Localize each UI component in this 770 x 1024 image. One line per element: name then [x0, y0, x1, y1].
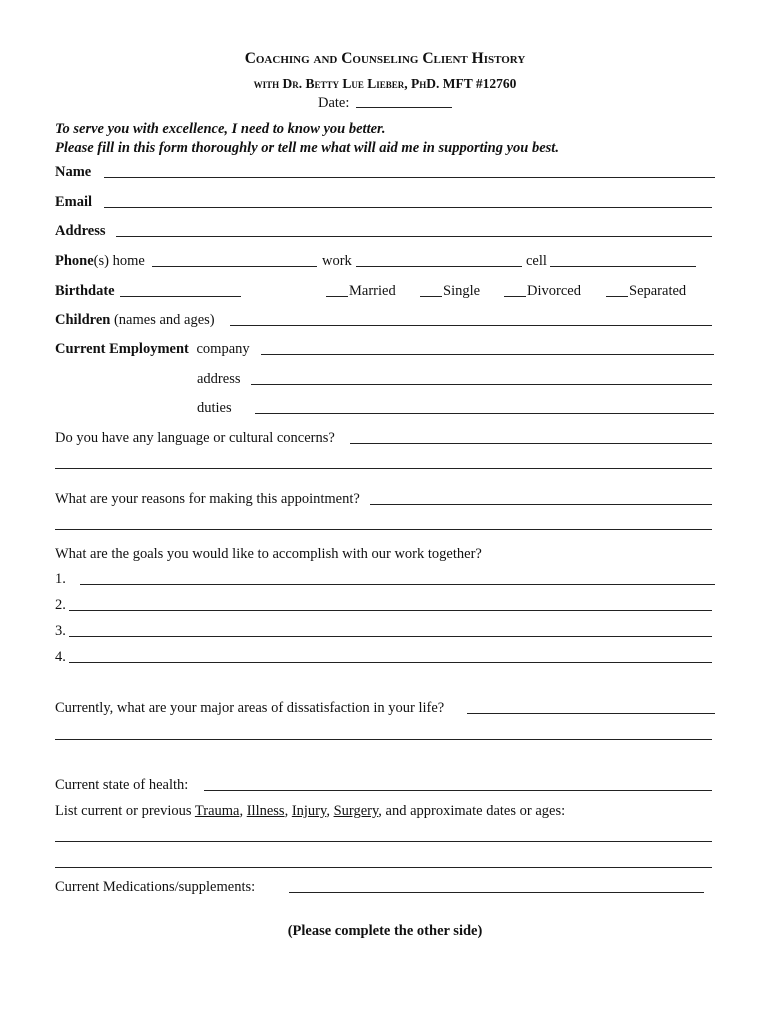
intro-line-1: To serve you with excellence, I need to know you better.	[55, 121, 386, 137]
employment-label-bold: Current Employment	[55, 341, 189, 357]
medications-label: Current Medications/supplements:	[55, 879, 256, 895]
illness-word: Illness	[246, 803, 285, 819]
address-label: Address	[55, 223, 106, 239]
children-label-hint: (names and ages)	[113, 312, 215, 328]
form-title: Coaching and Counseling Client History	[244, 50, 526, 67]
dissatisfaction-field-1[interactable]	[467, 713, 715, 714]
employment-company-field[interactable]	[261, 354, 714, 355]
trauma-suffix: , and approximate dates or ages:	[378, 803, 566, 819]
employment-label	[55, 340, 250, 358]
children-field[interactable]	[230, 325, 712, 326]
health-label: Current state of health:	[55, 777, 189, 793]
phone-work-label: work	[322, 253, 352, 269]
employment-address-label: address	[197, 371, 241, 387]
goal-field-4[interactable]	[69, 662, 712, 663]
married-label: Married	[349, 283, 396, 299]
divorced-checkbox[interactable]	[504, 296, 526, 297]
children-label	[55, 311, 215, 329]
phone-cell-label: cell	[526, 253, 547, 269]
phone-label-home: (s) home	[93, 253, 145, 269]
trauma-field-2[interactable]	[55, 867, 712, 868]
goal-number-4: 4.	[55, 649, 66, 665]
intro-line-2: Please fill in this form thoroughly or tell me what will aid me in supporting you best.	[55, 140, 559, 156]
language-question: Do you have any language or cultural concerns?	[55, 430, 335, 446]
footer-note: (Please complete the other side)	[287, 923, 483, 939]
separated-label: Separated	[629, 283, 687, 299]
trauma-question: List current or previous Trauma, Illness, Injury, Surgery, and approximate dates or ages:	[55, 803, 566, 819]
employment-duties-label: duties	[197, 400, 232, 416]
goal-field-2[interactable]	[69, 610, 712, 611]
employment-company-label: company	[196, 341, 250, 357]
language-field-1[interactable]	[350, 443, 712, 444]
goal-number-3: 3.	[55, 623, 66, 639]
name-field[interactable]	[104, 177, 715, 178]
single-label: Single	[443, 283, 481, 299]
goal-field-1[interactable]	[80, 584, 715, 585]
phone-cell-field[interactable]	[550, 266, 696, 267]
single-checkbox[interactable]	[420, 296, 442, 297]
date-label: Date:	[318, 95, 350, 111]
birthdate-field[interactable]	[120, 296, 241, 297]
employment-address-field[interactable]	[251, 384, 712, 385]
goal-number-2: 2.	[55, 597, 66, 613]
divorced-label: Divorced	[527, 283, 581, 299]
employment-duties-field[interactable]	[255, 413, 714, 414]
name-label: Name	[55, 164, 92, 180]
goals-question: What are the goals you would like to accomplish with our work together?	[55, 546, 482, 562]
email-label: Email	[55, 194, 93, 210]
reasons-field-1[interactable]	[370, 504, 712, 505]
dissatisfaction-field-2[interactable]	[55, 739, 712, 740]
reasons-field-2[interactable]	[55, 529, 712, 530]
phone-label-bold: Phone	[55, 253, 94, 269]
trauma-prefix: List current or previous	[55, 803, 192, 819]
reasons-question: What are your reasons for making this appointment?	[55, 491, 360, 507]
married-checkbox[interactable]	[326, 296, 348, 297]
injury-word: Injury	[291, 803, 327, 819]
address-field[interactable]	[116, 236, 712, 237]
language-field-2[interactable]	[55, 468, 712, 469]
trauma-word: Trauma	[194, 803, 240, 819]
separated-checkbox[interactable]	[606, 296, 628, 297]
dissatisfaction-question: Currently, what are your major areas of dissatisfaction in your life?	[55, 700, 445, 716]
form-subtitle: with Dr. Betty Lue Lieber, PhD. MFT #12760	[253, 76, 517, 91]
date-field[interactable]	[356, 107, 452, 108]
email-field[interactable]	[104, 207, 712, 208]
birthdate-label: Birthdate	[55, 283, 115, 299]
surgery-word: Surgery	[333, 803, 379, 819]
children-label-bold: Children	[55, 312, 111, 328]
medications-field[interactable]	[289, 892, 704, 893]
goal-field-3[interactable]	[69, 636, 712, 637]
trauma-field-1[interactable]	[55, 841, 712, 842]
phone-label	[55, 252, 145, 270]
phone-home-field[interactable]	[152, 266, 317, 267]
phone-work-field[interactable]	[356, 266, 522, 267]
goal-number-1: 1.	[55, 571, 66, 587]
health-field[interactable]	[204, 790, 712, 791]
